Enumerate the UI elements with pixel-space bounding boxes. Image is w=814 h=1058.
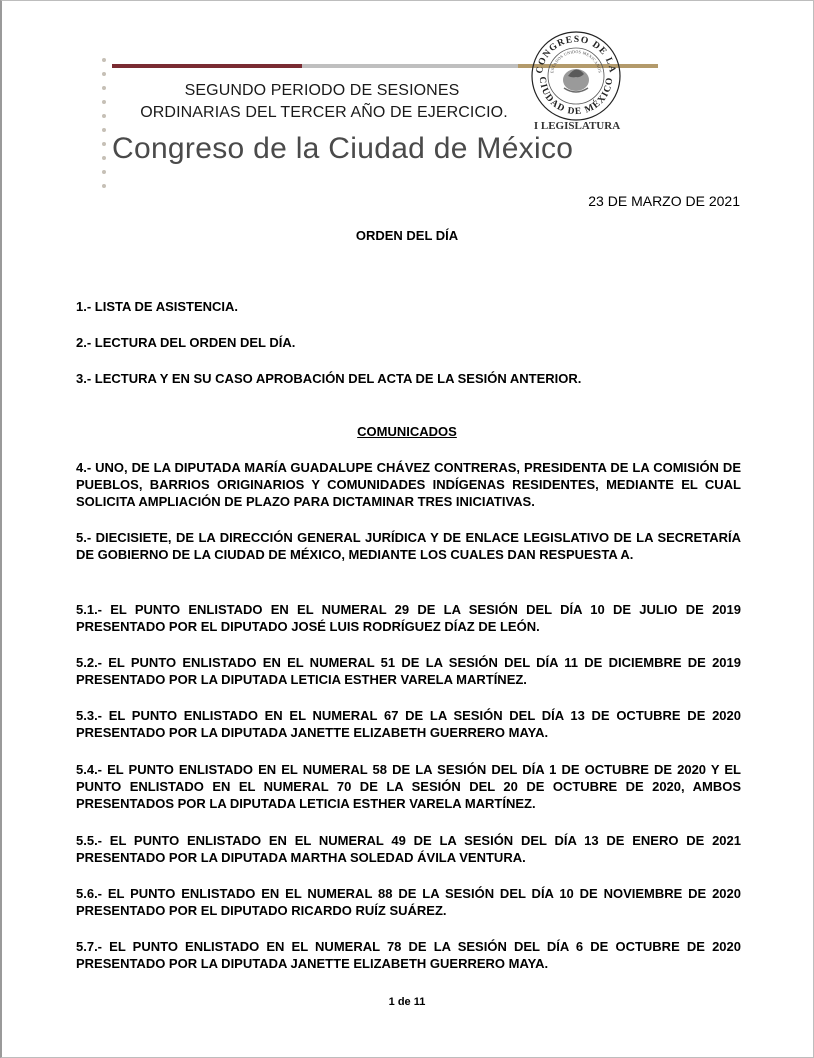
document-header <box>100 28 660 178</box>
page-number: 1 de 11 <box>388 996 426 1008</box>
agenda-item: 5.6.- EL PUNTO ENLISTADO EN EL NUMERAL 88 DE LA SESIÓN DEL DÍA 10 DE NOVIEMBRE DE 2020 PRESENTADO POR EL DIPUTADO RICARDO RUÍZ SUÁREZ. <box>76 886 741 918</box>
agenda-item: 5.7.- EL PUNTO ENLISTADO EN EL NUMERAL 78 DE LA SESIÓN DEL DÍA 6 DE OCTUBRE DE 2020 PRESENTADO POR LA DIPUTADA JANETTE ELIZABETH GUERRERO MAYA. <box>76 939 741 971</box>
agenda-item: 5.4.- EL PUNTO ENLISTADO EN EL NUMERAL 58 DE LA SESIÓN DEL DÍA 1 DE OCTUBRE DE 2020 Y EL PUNTO ENLISTADO EN EL NUMERAL 70 DE LA SESIÓN DEL 20 DE OCTUBRE DE 2020, AMBOS PRESENTADOS POR LA DIPUTADA LETICIA ESTHER VARELA MARTÍNEZ. <box>76 762 741 811</box>
svg-text:CIUDAD DE MÉXICO: CIUDAD DE MÉXICO <box>536 76 616 118</box>
header-year-line: ORDINARIAS DEL TERCER AÑO DE EJERCICIO. <box>140 104 508 121</box>
agenda-item: 5.- DIECISIETE, DE LA DIRECCIÓN GENERAL JURÍDICA Y DE ENLACE LEGISLATIVO DE LA SECRETARÍA DE GOBIERNO DE LA CIUDAD DE MÉXICO, MEDIANTE LOS CUALES DAN RESPUESTA A. <box>76 530 741 562</box>
header-period-line: SEGUNDO PERIODO DE SESIONES <box>184 82 460 99</box>
agenda-item: 2.- LECTURA DEL ORDEN DEL DÍA. <box>76 335 296 350</box>
svg-text:CONGRESO DE LA: CONGRESO DE LA <box>534 34 618 75</box>
legislatura-label: I LEGISLATURA <box>533 120 621 132</box>
header-bar-gray <box>302 64 518 68</box>
section-heading-comunicados: COMUNICADOS <box>357 424 457 439</box>
agenda-item: 4.- UNO, DE LA DIPUTADA MARÍA GUADALUPE CHÁVEZ CONTRERAS, PRESIDENTA DE LA COMISIÓN DE PUEBLOS, BARRIOS ORIGINARIOS Y COMUNIDADES INDÍGENAS RESIDENTES, MEDIANTE EL CUAL SOLICITA AMPLIACIÓN DE PLAZO PARA DICTAMINAR TRES INICIATIVAS. <box>76 460 741 509</box>
agenda-item: 1.- LISTA DE ASISTENCIA. <box>76 299 239 314</box>
decorative-dots <box>100 58 108 198</box>
svg-text:ESTADOS UNIDOS MEXICANOS: ESTADOS UNIDOS MEXICANOS <box>549 48 603 74</box>
institution-name: Congreso de la Ciudad de México <box>112 132 574 165</box>
agenda-item: 5.2.- EL PUNTO ENLISTADO EN EL NUMERAL 51 DE LA SESIÓN DEL DÍA 11 DE DICIEMBRE DE 2019 PRESENTADO POR LA DIPUTADA LETICIA ESTHER VARELA MARTÍNEZ. <box>76 655 741 687</box>
document-title: ORDEN DEL DÍA <box>355 228 459 243</box>
header-bar-red <box>112 64 302 68</box>
agenda-item: 3.- LECTURA Y EN SU CASO APROBACIÓN DEL ACTA DE LA SESIÓN ANTERIOR. <box>76 371 582 386</box>
document-date: 23 DE MARZO DE 2021 <box>588 193 740 209</box>
congress-seal-icon <box>528 28 624 124</box>
agenda-item: 5.5.- EL PUNTO ENLISTADO EN EL NUMERAL 49 DE LA SESIÓN DEL DÍA 13 DE ENERO DE 2021 PRESENTADO POR LA DIPUTADA MARTHA SOLEDAD ÁVILA VENTURA. <box>76 833 741 865</box>
agenda-item: 5.1.- EL PUNTO ENLISTADO EN EL NUMERAL 29 DE LA SESIÓN DEL DÍA 10 DE JULIO DE 2019 PRESENTADO POR EL DIPUTADO JOSÉ LUIS RODRÍGUEZ DÍAZ DE LEÓN. <box>76 602 741 634</box>
agenda-item: 5.3.- EL PUNTO ENLISTADO EN EL NUMERAL 67 DE LA SESIÓN DEL DÍA 13 DE OCTUBRE DE 2020 PRESENTADO POR LA DIPUTADA JANETTE ELIZABETH GUERRERO MAYA. <box>76 708 741 740</box>
